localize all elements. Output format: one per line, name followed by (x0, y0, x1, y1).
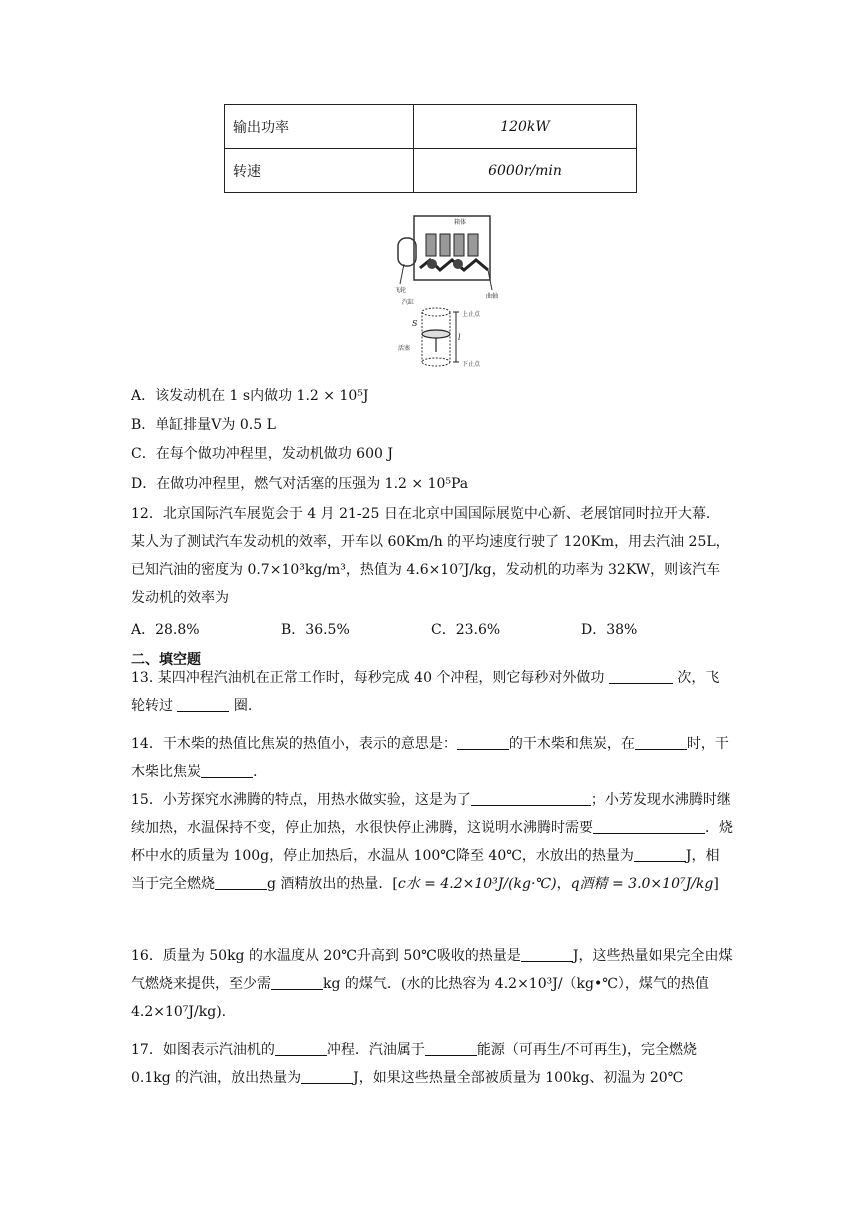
cylinder-bottom (422, 358, 450, 366)
section-title: 二、填空题 (131, 652, 201, 668)
label-top-dead: 上止点 (462, 311, 481, 318)
cylinder-unit (468, 234, 478, 256)
answer-blank[interactable] (425, 1041, 477, 1056)
engine-block (414, 216, 490, 280)
question-15: 15．小芳探究水沸腾的特点，用热水做实验，这是为了 ；小芳发现水沸腾时继续加热，水温保持不变，停止加热，水很快停止沸腾，这说明水沸腾时需要 ．烧杯中水的质量为 100g，停止加热后，水温从 100℃降至 40℃，水放出的热量为 J，相当于完全燃烧 g 酒精放出的热量．[c水 = 4.2×10³J/(kg·℃)，q酒精 = 3.0×10⁷J/kg] (131, 792, 733, 892)
engine-diagram (390, 212, 502, 372)
table-cell-value: 6000r/min (414, 149, 637, 193)
label-bottom-dead: 下止点 (462, 361, 481, 368)
answer-blank[interactable] (593, 819, 705, 834)
answer-blank[interactable] (634, 847, 686, 862)
label-piston: 活塞 (398, 345, 411, 352)
answer-blank[interactable] (215, 875, 267, 890)
table-row (225, 149, 637, 193)
label-s: S (412, 319, 418, 328)
crank-joint (427, 259, 437, 269)
q12-option-a: A．28.8% (131, 622, 200, 638)
answer-blank[interactable] (271, 975, 323, 990)
option-c: C．在每个做功冲程里，发动机做功 600 J (131, 446, 393, 462)
option-a: A．该发动机在 1 s内做功 1.2 × 10⁵J (131, 388, 369, 404)
question-13: 13. 某四冲程汽油机在正常工作时，每秒完成 40 个冲程，则它每秒对外做功 次，飞轮转过 圈. (131, 670, 720, 714)
specific-heat-formula: c水 = 4.2×10³J/(kg·℃) (397, 876, 557, 892)
label-l: l (458, 333, 461, 342)
piston-shape (422, 330, 450, 338)
label-body: 箱体 (454, 219, 467, 226)
answer-blank[interactable] (275, 1041, 327, 1056)
answer-blank[interactable] (457, 735, 509, 750)
crank-joint (453, 259, 463, 269)
table-row (225, 105, 637, 149)
question-14: 14．干木柴的热值比焦炭的热值小，表示的意思是： 的干木柴和焦炭，在 时，干木柴比焦炭 . (131, 736, 729, 780)
label-flywheel: 飞轮 (394, 287, 407, 294)
cylinder-unit (426, 234, 436, 256)
q12-options (131, 620, 733, 640)
question-12: 12．北京国际汽车展览会于 4 月 21-25 日在北京中国国际展览中心新、老展馆同时拉开大幕．某人为了测试汽车发动机的效率，开车以 60Km/h 的平均速度行驶了 120Km，用去汽油 25L，已知汽油的密度为 0.7×10³kg/m³，热值为 4.6×10⁷J/kg，发动机的功率为 32KW，则该汽车发动机的效率为 (131, 506, 730, 606)
heat-value-formula: q酒精 = 3.0×10⁷J/kg (570, 876, 714, 892)
answer-blank[interactable] (301, 1069, 353, 1084)
table-cell-label: 输出功率 (225, 105, 414, 149)
q12-option-b: B．36.5% (281, 622, 350, 638)
cylinder-unit (440, 234, 450, 256)
table-cell-label: 转速 (225, 149, 414, 193)
label-crankshaft: 曲轴 (486, 293, 499, 300)
question-16: 16．质量为 50kg 的水温度从 20℃升高到 50℃吸收的热量是 J，这些热量如果完全由煤气燃烧来提供，至少需 kg 的煤气．(水的比热容为 4.2×10³J/（kg•℃），煤气的热值 4.2×10⁷J/kg). (131, 948, 733, 1020)
answer-blank[interactable] (471, 791, 591, 806)
cylinder-unit (454, 234, 464, 256)
engine-spec-table (224, 104, 637, 193)
answer-blank[interactable] (521, 947, 573, 962)
option-b: B．单缸排量V为 0.5 L (131, 417, 276, 433)
answer-blank[interactable] (201, 763, 253, 778)
question-17: 17．如图表示汽油机的 冲程．汽油属于 能源（可再生/不可再生)，完全燃烧 0.1kg 的汽油，放出热量为 J，如果这些热量全部被质量为 100kg、初温为 20℃ (131, 1042, 698, 1086)
answer-blank[interactable] (609, 669, 673, 684)
answer-blank[interactable] (635, 735, 687, 750)
label-cylinder: 汽缸 (402, 299, 415, 306)
answer-blank[interactable] (177, 697, 229, 712)
q12-option-c: C．23.6% (431, 622, 501, 638)
q12-option-d: D．38% (581, 622, 638, 638)
table-cell-value: 120kW (414, 105, 637, 149)
option-d: D．在做功冲程里，燃气对活塞的压强为 1.2 × 10⁵Pa (131, 476, 469, 492)
cylinder-top (422, 308, 450, 316)
